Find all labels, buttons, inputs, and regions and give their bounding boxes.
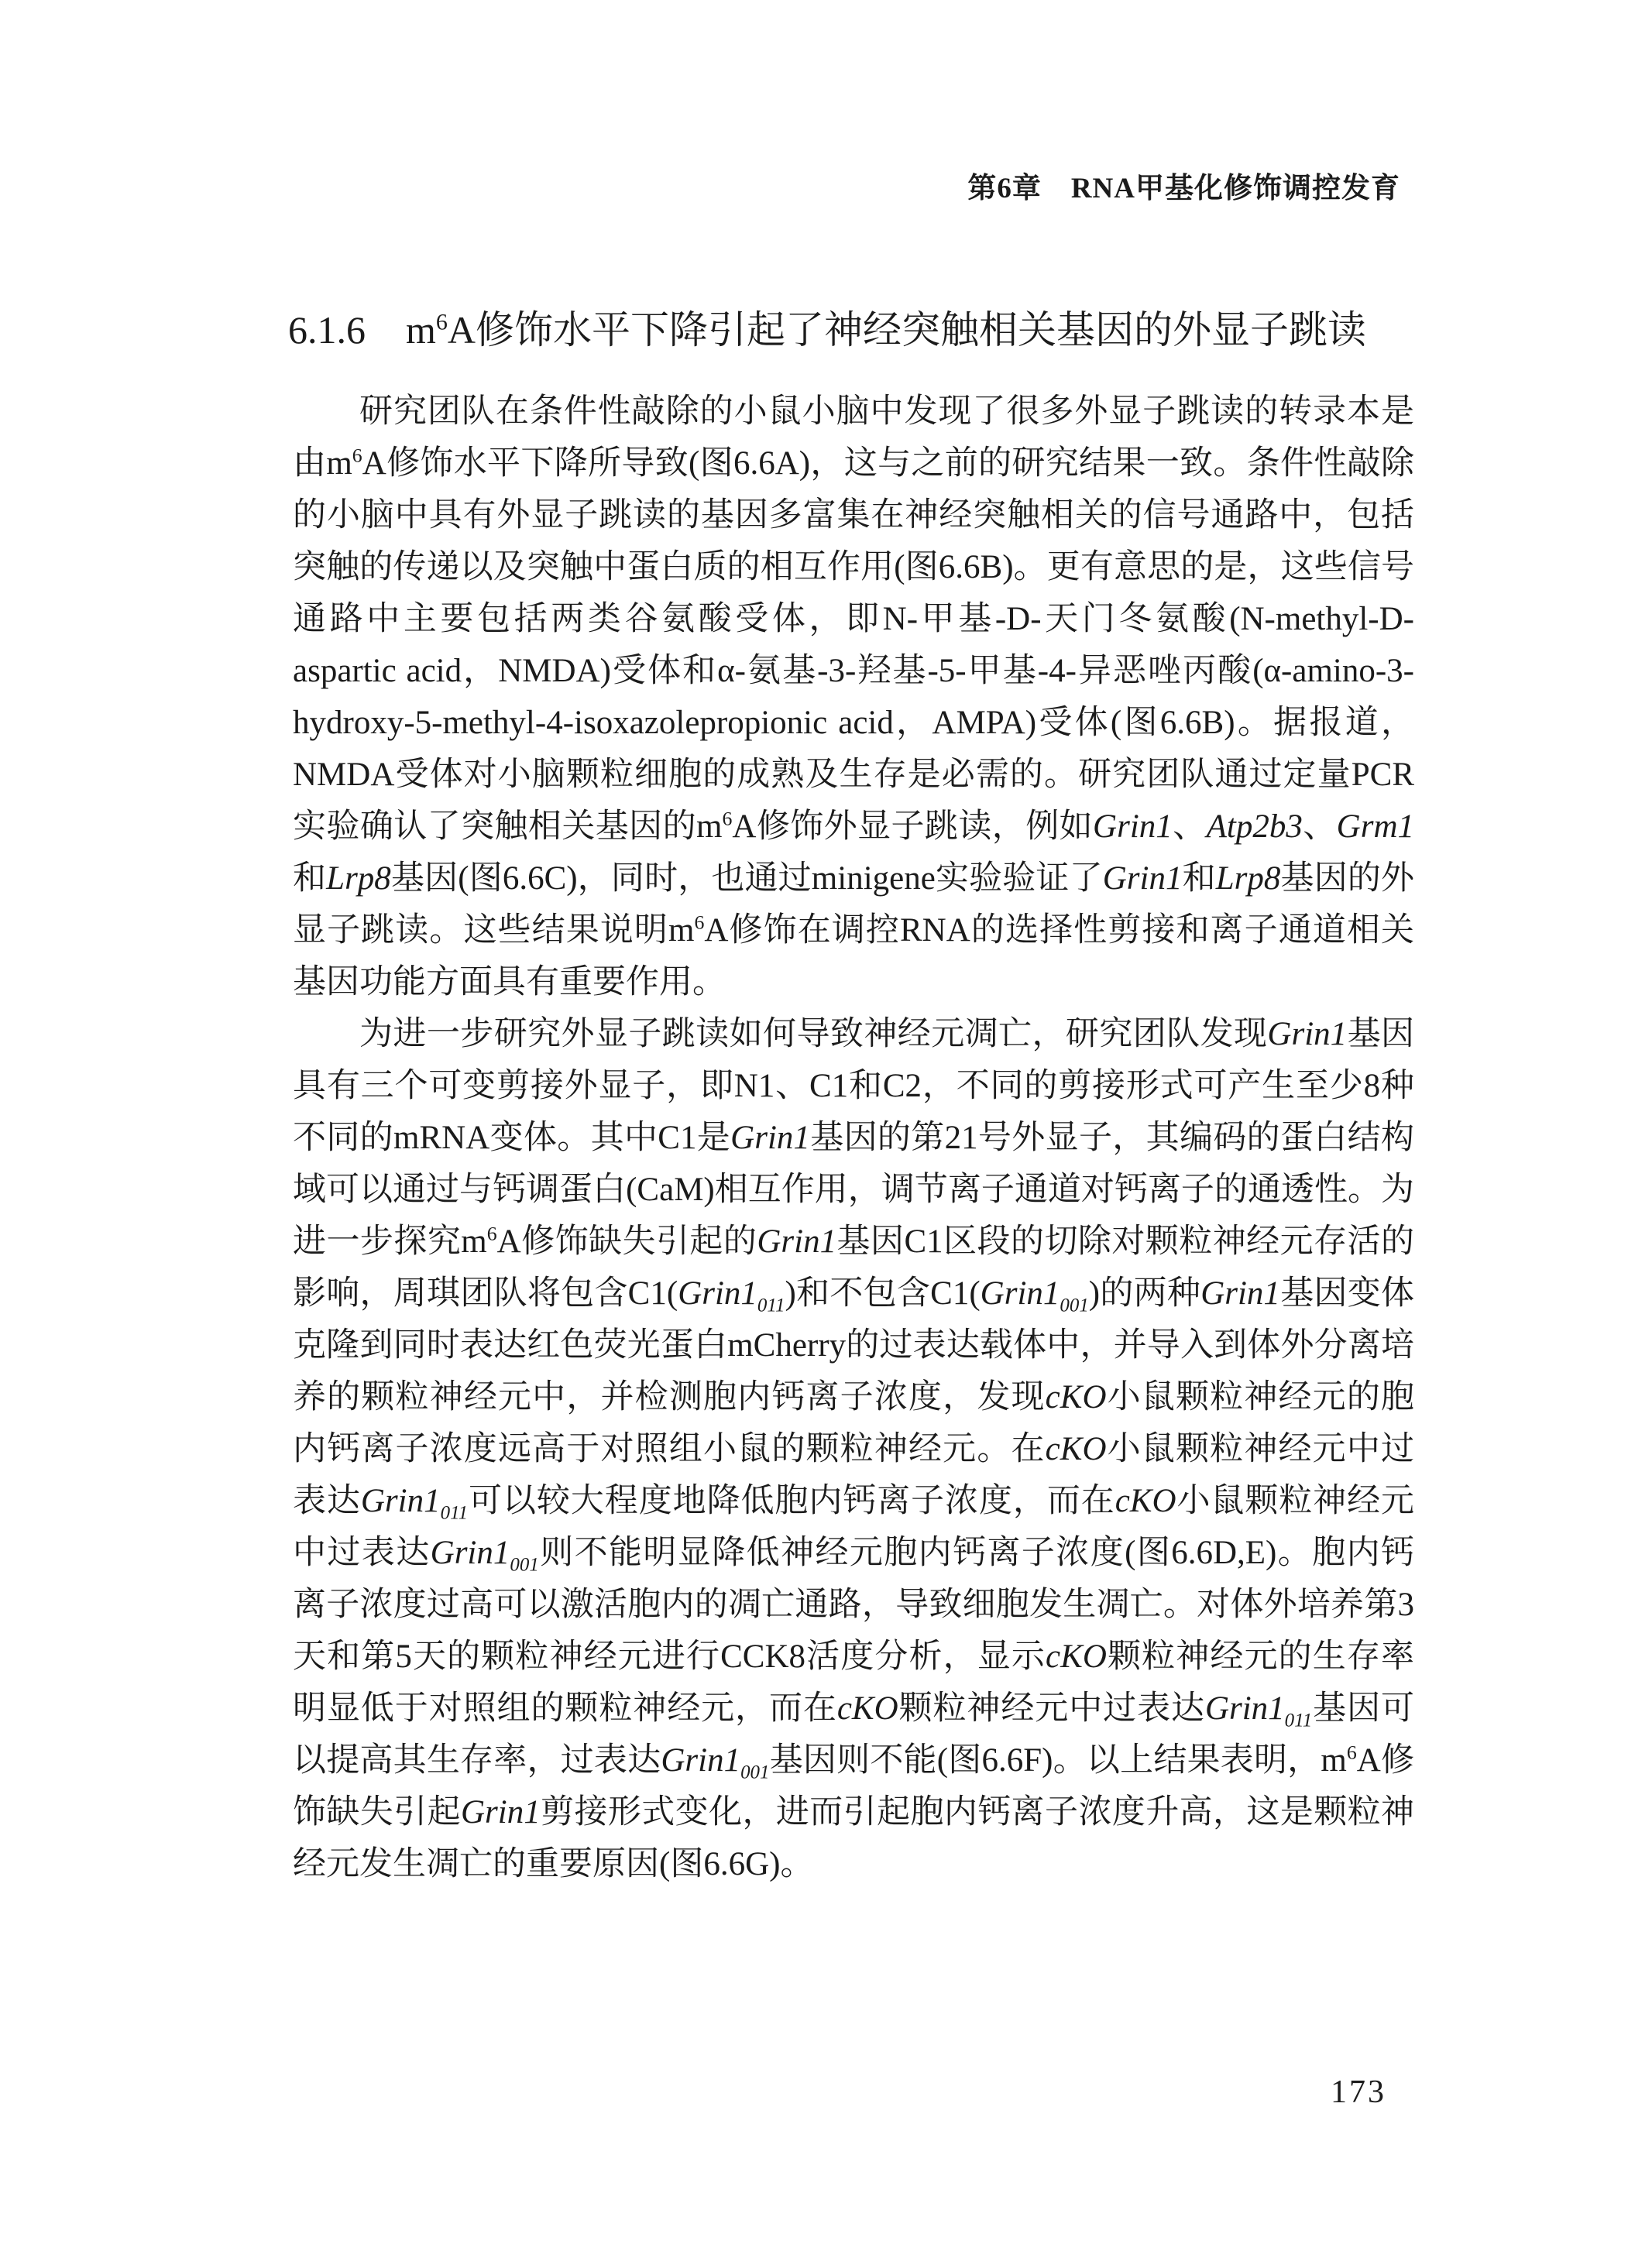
paragraph: 研究团队在条件性敲除的小鼠小脑中发现了很多外显子跳读的转录本是由$m^6A$修饰水平下降所导致(图6.6A)，这与之前的研究结果一致。条件性敲除的小脑中具有外显子跳读的基因多富集在神经突触相关的信号通路中，包括突触的传递以及突触中蛋白质的相互作用(图6.6B)。更有意思的是，这些信号通路中主要包括两类谷氨酸受体，即N-甲基-D-天门冬氨酸(N-methyl-D-aspartic acid，NMDA)受体和α-氨基-3-羟基-5-甲基-4-异恶唑丙酸(α-amino-3-hydroxy-5-methyl-4-isoxazolepropionic acid，AMPA)受体(图6.6B)。据报道，NMDA受体对小脑颗粒细胞的成熟及生存是必需的。研究团队通过定量PCR实验确认了突触相关基因的$m^6A$修饰外显子跳读，例如Grin1、Atp2b3、Grm1和Lrp8基因(图6.6C)，同时，也通过minigene实验验证了Grin1和Lrp8基因的外显子跳读。这些结果说明$m^6A$修饰在调控RNA的选择性剪接和离子通道相关基因功能方面具有重要作用。 <box>293 393 1415 1000</box>
section-number: 6.1.6 <box>288 308 366 352</box>
body-text <box>293 386 1414 1890</box>
page-number: 173 <box>1331 2074 1386 2110</box>
section-heading <box>288 299 1416 355</box>
paragraph: 为进一步研究外显子跳读如何导致神经元凋亡，研究团队发现Grin1基因具有三个可变剪接外显子，即N1、C1和C2，不同的剪接形式可产生至少8种不同的mRNA变体。其中C1是Grin1基因的第21号外显子，其编码的蛋白结构域可以通过与钙调蛋白(CaM)相互作用，调节离子通道对钙离子的通透性。为进一步探究$m^6A$修饰缺失引起的Grin1基因C1区段的切除对颗粒神经元存活的影响，周琪团队将包含$C1(Grin1_{011})$和不包含$C1(Grin1_{001})$的两种Grin1基因变体克隆到同时表达红色荧光蛋白mCherry的过表达载体中，并导入到体外分离培养的颗粒神经元中，并检测胞内钙离子浓度，发现cKO小鼠颗粒神经元的胞内钙离子浓度远高于对照组小鼠的颗粒神经元。在cKO小鼠颗粒神经元中过表达$Grin1_{011}$可以较大程度地降低胞内钙离子浓度，而在cKO小鼠颗粒神经元中过表达$Grin1_{001}$则不能明显降低神经元胞内钙离子浓度(图6.6D,E)。胞内钙离子浓度过高可以激活胞内的凋亡通路，导致细胞发生凋亡。对体外培养第3天和第5天的颗粒神经元进行CCK8活度分析，显示cKO颗粒神经元的生存率明显低于对照组的颗粒神经元，而在cKO颗粒神经元中过表达$Grin1_{011}$基因可以提高其生存率，过表达$Grin1_{001}$基因则不能(图6.6F)。以上结果表明，$m^6A$修饰缺失引起Grin1剪接形式变化，进而引起胞内钙离子浓度升高，这是颗粒神经元发生凋亡的重要原因(图6.6G)。 <box>293 1016 1415 1882</box>
section-title: $m^6A$修饰水平下降引起了神经突触相关基因的外显子跳读 <box>406 308 1367 352</box>
running-header: 第6章 RNA甲基化修饰调控发育 <box>967 173 1400 204</box>
